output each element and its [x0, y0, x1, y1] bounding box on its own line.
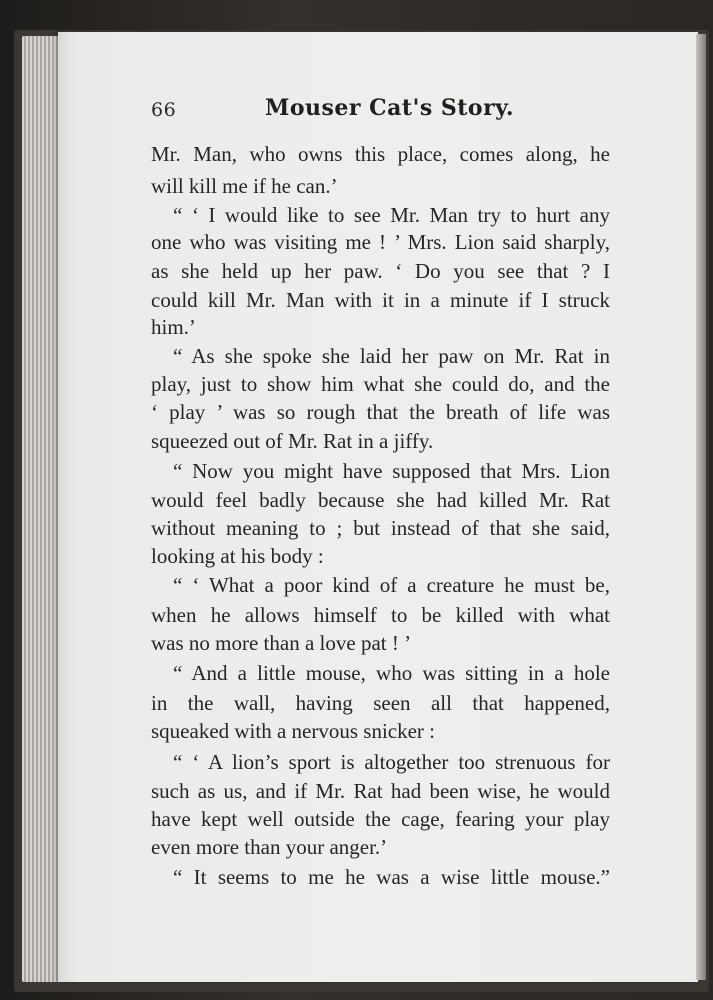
text-line: him.’: [151, 315, 196, 339]
text-line: without meaning to ; but instead of that she said,: [151, 516, 610, 540]
text-line: “ Now you might have supposed that Mrs. Lion: [173, 459, 610, 483]
text-line: play, just to show him what she could do, and the: [151, 372, 610, 396]
page-number: 66: [151, 99, 177, 121]
text-line: looking at his body :: [151, 544, 324, 568]
text-line: as she held up her paw. ‘ Do you see that ? I: [151, 259, 610, 283]
text-line: in the wall, having seen all that happened,: [151, 691, 610, 715]
text-line: when he allows himself to be killed with what: [151, 603, 610, 627]
text-line: one who was visiting me ! ’ Mrs. Lion said sharply,: [151, 230, 610, 254]
page-gutter-edge: [696, 34, 706, 980]
text-line: squeezed out of Mr. Rat in a jiffy.: [151, 429, 434, 453]
text-line: “ It seems to me he was a wise little mouse.”: [173, 865, 610, 889]
text-line: even more than your anger.’: [151, 835, 388, 859]
text-line: Mr. Man, who owns this place, comes along, he: [151, 142, 610, 166]
text-line: have kept well outside the cage, fearing your play: [151, 807, 610, 831]
running-title: Mouser Cat's Story.: [265, 95, 515, 121]
text-line: “ ‘ What a poor kind of a creature he must be,: [173, 573, 610, 597]
text-line: will kill me if he can.’: [151, 174, 338, 198]
text-line: “ ‘ I would like to see Mr. Man try to hurt any: [173, 203, 610, 227]
text-line: could kill Mr. Man with it in a minute if I struck: [151, 288, 610, 312]
text-line: was no more than a love pat ! ’: [151, 631, 412, 655]
text-line: “ And a little mouse, who was sitting in a hole: [173, 661, 610, 685]
text-line: ‘ play ’ was so rough that the breath of life was: [151, 400, 610, 424]
text-line: would feel badly because she had killed Mr. Rat: [151, 488, 610, 512]
text-line: such as us, and if Mr. Rat had been wise, he would: [151, 779, 610, 803]
text-line: squeaked with a nervous snicker :: [151, 719, 436, 743]
text-line: “ As she spoke she laid her paw on Mr. Rat in: [173, 344, 610, 368]
text-line: “ ‘ A lion’s sport is altogether too strenuous for: [173, 750, 610, 774]
